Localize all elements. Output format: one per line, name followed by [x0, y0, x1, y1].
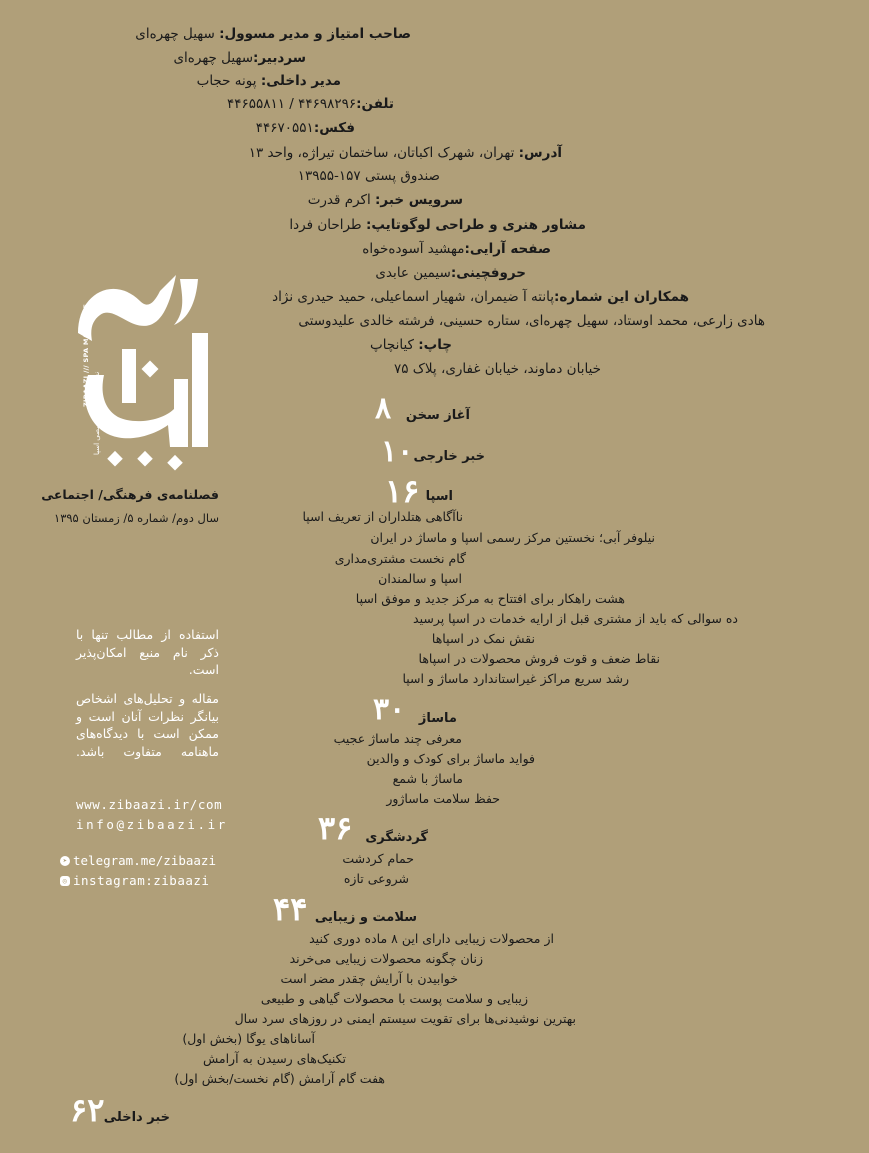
toc-item[interactable]: نقش نمک در اسپاها	[431, 631, 535, 646]
toc-item[interactable]: شروعی تازه	[343, 871, 409, 886]
toc-page-number: ۴۴	[273, 890, 308, 928]
credit-print-address: خیابان دماوند، خیابان غفاری، پلاک ۷۵	[393, 361, 601, 377]
logo-side-text	[82, 304, 90, 407]
toc-item[interactable]: بهترین نوشیدنی‌ها برای تقویت سیستم ایمنی در روزهای سرد سال	[234, 1011, 576, 1026]
credit-phone: تلفن:۴۴۶۹۸۲۹۶ / ۴۴۶۵۵۸۱۱	[226, 96, 394, 112]
toc-item[interactable]: ناآگاهی هتلداران از تعریف اسپا	[302, 509, 463, 524]
credit-typeset: حروفچینی:سیمین عابدی	[375, 265, 526, 281]
email-link[interactable]: info@zibaazi.ir	[76, 816, 228, 832]
toc-item[interactable]: آساناهای یوگا (بخش اول)	[182, 1031, 315, 1046]
toc-item[interactable]: رشد سریع مراکز غیراستاندارد ماساژ و اسپا	[402, 671, 629, 686]
credit-pobox: صندوق پستی ۱۵۷-۱۳۹۵۵	[297, 168, 440, 184]
toc-section-title[interactable]: خبر داخلی	[103, 1110, 170, 1125]
toc-item[interactable]: هفت گام آرامش (گام نخست/بخش اول)	[174, 1071, 385, 1086]
copyright-note: استفاده از مطالب تنها با ذکر نام منبع امکان‌پذیر است.	[76, 627, 219, 677]
social-links	[60, 851, 216, 891]
instagram-icon: ◎	[60, 876, 70, 886]
telegram-icon: ➤	[60, 856, 70, 866]
credit-contributors-2: هادی زارعی، محمد اوستاد، سهیل چهره‌ای، ستاره حسینی، فرشته خالدی علیدوستی	[298, 313, 765, 329]
toc-item[interactable]: ماساژ با شمع	[392, 771, 463, 786]
credit-publisher: صاحب امتیاز و مدیر مسوول: سهیل چهره‌ای	[135, 26, 411, 42]
toc-page-number: ۶۲	[70, 1091, 105, 1129]
logo-side-text-en: ZIBAAZI /// SPA MAGAZINE	[82, 303, 90, 407]
toc-section-title[interactable]: خبر خارجی	[413, 449, 485, 464]
toc-section-title[interactable]: ماساژ	[418, 711, 457, 726]
telegram-row[interactable]	[60, 851, 216, 871]
toc-section-title[interactable]: آغاز سخن	[405, 408, 470, 423]
toc-section-title[interactable]: سلامت و زیبایی	[314, 910, 417, 925]
credit-art: مشاور هنری و طراحی لوگوتایپ: طراحان فردا	[289, 217, 586, 233]
disclaimer-note: مقاله و تحلیل‌های اشخاص بیانگر نظرات آنان است و ممکن است با دیدگاه‌های ماهنامه متفاوت باشد.	[76, 691, 219, 759]
credit-news: سرویس خبر: اکرم قدرت	[307, 192, 463, 208]
toc-item[interactable]: گام نخست مشتری‌مداری	[334, 551, 466, 566]
instagram-link[interactable]: instagram:zibaazi	[73, 873, 210, 888]
telegram-link[interactable]: telegram.me/zibaazi	[73, 853, 216, 868]
toc-page-number: ۱۶	[385, 472, 420, 510]
toc-page-number: ۸	[375, 391, 392, 426]
toc-page-number: ۳۰	[373, 692, 406, 727]
credit-layout: صفحه آرایی:مهشید آسوده‌خواه	[362, 241, 551, 257]
instagram-row[interactable]	[60, 871, 216, 891]
credit-manager: مدیر داخلی: پونه حجاب	[196, 73, 341, 89]
toc-section-title[interactable]: اسپا	[425, 489, 453, 504]
magazine-type: فصلنامه‌ی فرهنگی/ اجتماعی	[41, 487, 219, 502]
toc-item[interactable]: نیلوفر آبی؛ نخستین مرکز رسمی اسپا و ماساژ در ایران	[370, 530, 655, 545]
toc-item[interactable]: نقاط ضعف و قوت فروش محصولات در اسپاها	[418, 651, 660, 666]
toc-item[interactable]: حفظ سلامت ماساژور	[386, 791, 500, 806]
toc-item[interactable]: هشت راهکار برای افتتاح به مرکز جدید و موفق اسپا	[355, 591, 625, 606]
credit-contributors: همکاران این شماره:پانته آ ضیمران، شهیار اسماعیلی، حمید حیدری نژاد	[272, 289, 689, 305]
toc-item[interactable]: از محصولات زیبایی دارای این ۸ ماده دوری کنید	[309, 931, 554, 946]
toc-section-title[interactable]: گردشگری	[365, 830, 428, 845]
website-link[interactable]: www.zibaazi.ir/com	[76, 797, 223, 812]
logo-side-text-fa: نخستین نشریه تخصصی اسپا	[93, 371, 101, 455]
credit-fax: فکس:۴۴۶۷۰۵۵۱	[255, 120, 355, 136]
toc-item[interactable]: فواید ماساژ برای کودک و والدین	[366, 751, 535, 766]
magazine-issue: سال دوم/ شماره ۵/ زمستان ۱۳۹۵	[54, 511, 219, 525]
toc-item[interactable]: ده سوالی که باید از مشتری قبل از ارایه خدمات در اسپا پرسید	[413, 611, 738, 626]
contact-links	[76, 795, 228, 834]
toc-item[interactable]: حمام کردشت	[342, 851, 414, 866]
toc-item[interactable]: خوابیدن با آرایش چقدر مضر است	[280, 971, 458, 986]
toc-item[interactable]: زیبایی و سلامت پوست با محصولات گیاهی و طبیعی	[260, 991, 528, 1006]
toc-page-number: ۳۶	[318, 809, 353, 847]
toc-item[interactable]: تکنیک‌های رسیدن به آرامش	[202, 1051, 346, 1066]
toc-item[interactable]: معرفی چند ماساژ عجیب	[333, 731, 462, 746]
toc-page-number: ۱۰	[381, 434, 414, 469]
credit-editor: سردبیر:سهیل چهره‌ای	[173, 50, 306, 66]
toc-item[interactable]: زنان چگونه محصولات زیبایی می‌خرند	[289, 951, 483, 966]
credit-print: چاپ: کیانچاپ	[370, 337, 452, 353]
credit-address: آدرس: تهران، شهرک اکباتان، ساختمان تیراژه، واحد ۱۳	[248, 145, 562, 161]
toc-item[interactable]: اسپا و سالمندان	[378, 571, 462, 586]
